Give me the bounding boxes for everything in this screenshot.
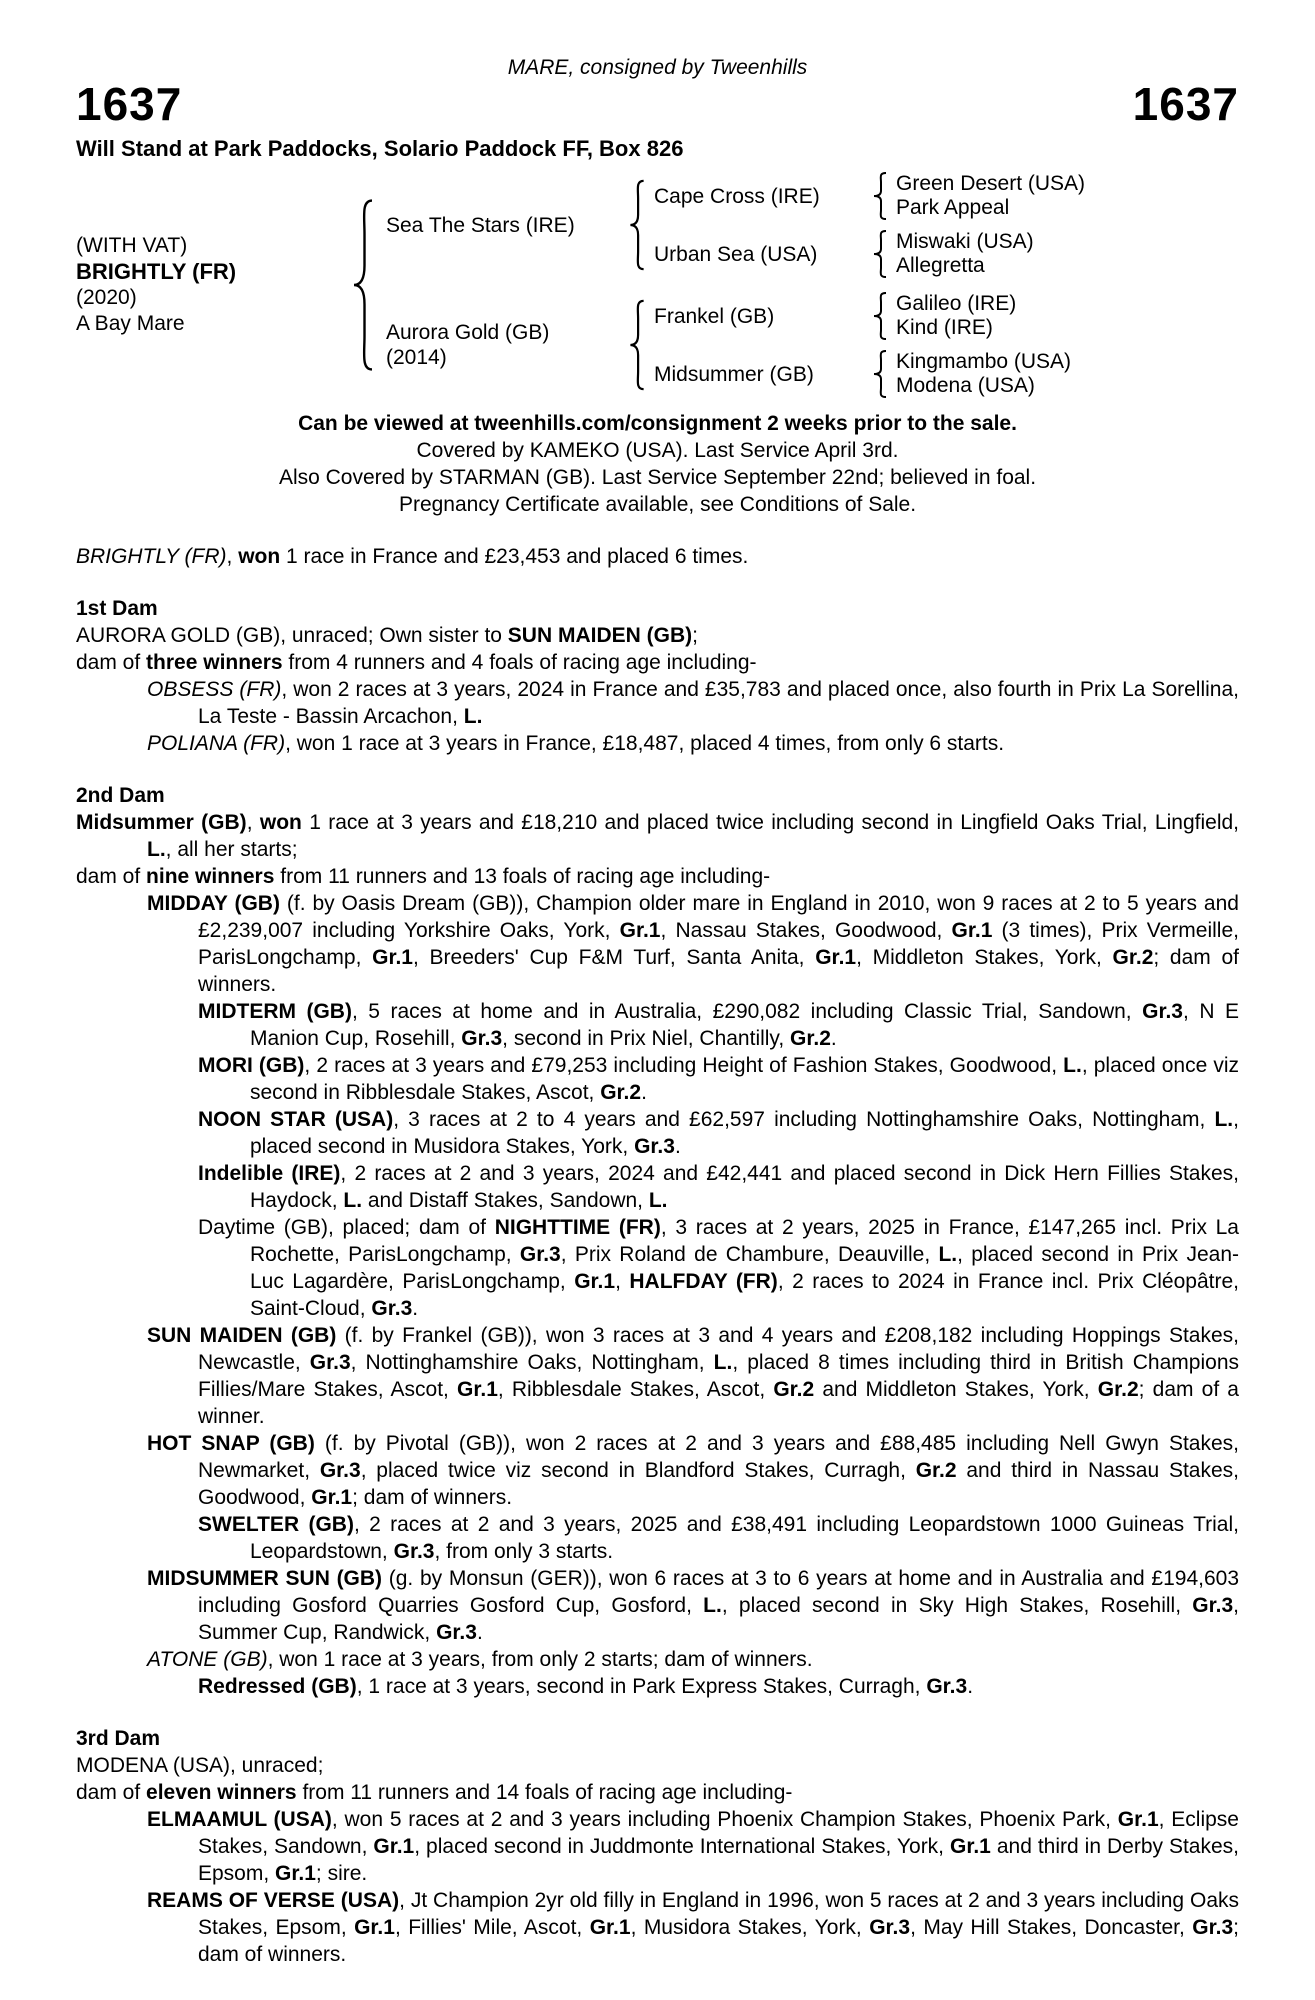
catalogue-paragraph: REAMS OF VERSE (USA), Jt Champion 2yr old filly in England in 1996, won 5 races at 2 and 3 years including Oaks Stakes, Epsom, Gr.1, Fillies' Mile, Ascot, Gr.1, Musidora Stakes, York, Gr.3, May Hill Stakes, Doncaster, Gr.3; dam of winners.: [147, 1889, 1239, 1966]
dam-section-heading: 1st Dam: [76, 597, 158, 620]
catalogue-paragraph: Midsummer (GB), won 1 race at 3 years and £18,210 and placed twice including second in Lingfield Oaks Trial, Lingfield, L., all her starts;: [76, 811, 1239, 861]
pedigree-generations: [386, 172, 1239, 398]
mare-description: A Bay Mare: [76, 312, 185, 335]
pedigree-horse-name: Urban Sea (USA): [654, 242, 818, 266]
pedigree-horse-name: Modena (USA): [896, 374, 1035, 397]
brace-icon: [870, 350, 890, 398]
generation1-brace-icon: [348, 197, 378, 373]
pedigree-horse-name: Miswaki (USA): [896, 230, 1034, 253]
catalogue-paragraph: MIDDAY (GB) (f. by Oasis Dream (GB)), Champion older mare in England in 2010, won 9 races at 2 to 5 years and £2,239,007 including Yorkshire Oaks, York, Gr.1, Nassau Stakes, Goodwood, Gr.1 (3 times), Prix Vermeille, ParisLongchamp, Gr.1, Breeders' Cup F&M Turf, Santa Anita, Gr.1, Middleton Stakes, York, Gr.2; dam of winners.: [147, 892, 1239, 996]
catalogue-paragraph: dam of three winners from 4 runners and 4 foals of racing age including-: [76, 651, 757, 674]
pedigree-horse-name: Midsummer (GB): [654, 362, 814, 386]
brace-icon: [626, 179, 648, 271]
sire-group: [386, 172, 1239, 278]
lot-number-row: [76, 80, 1239, 128]
catalogue-paragraph: Daytime (GB), placed; dam of NIGHTTIME (FR), 3 races at 2 years, 2025 in France, £147,265 incl. Prix La Rochette, ParisLongchamp, Gr.3, Prix Roland de Chambure, Deauville, L., placed second in Prix Jean-Luc Lagardère, ParisLongchamp, Gr.1, HALFDAY (FR), 2 races to 2024 in France incl. Prix Cléopâtre, Saint-Cloud, Gr.3.: [198, 1216, 1239, 1320]
catalogue-paragraph: POLIANA (FR), won 1 race at 3 years in France, £18,487, placed 4 times, from only 6 starts.: [147, 732, 1005, 755]
pregnancy-notice: Pregnancy Certificate available, see Conditions of Sale.: [398, 493, 917, 516]
catalogue-paragraph: AURORA GOLD (GB), unraced; Own sister to SUN MAIDEN (GB);: [76, 624, 698, 647]
catalogue-paragraph: MIDSUMMER SUN (GB) (g. by Monsun (GER)), won 6 races at 3 to 6 years at home and in Australia and £194,603 including Gosford Quarries Gosford Cup, Gosford, L., placed second in Sky High Stakes, Rosehill, Gr.3, Summer Cup, Randwick, Gr.3.: [147, 1567, 1240, 1644]
sale-notices: [76, 410, 1239, 518]
catalogue-paragraph: HOT SNAP (GB) (f. by Pivotal (GB)), won 2 races at 2 and 3 years and £88,485 including Nell Gwyn Stakes, Newmarket, Gr.3, placed twice viz second in Blandford Stakes, Curragh, Gr.2 and third in Nassau Stakes, Goodwood, Gr.1; dam of winners.: [147, 1432, 1239, 1509]
catalogue-paragraph: NOON STAR (USA), 3 races at 2 to 4 years and £62,597 including Nottinghamshire Oaks, Nottingham, L., placed second in Musidora Stakes, York, Gr.3.: [198, 1108, 1239, 1158]
covering-notice: Covered by KAMEKO (USA). Last Service April 3rd.: [416, 439, 899, 462]
dam-section-heading: 3rd Dam: [76, 1727, 161, 1750]
catalogue-paragraph: Redressed (GB), 1 race at 3 years, second in Park Express Stakes, Curragh, Gr.3.: [198, 1675, 974, 1698]
catalogue-paragraph: dam of eleven winners from 11 runners and 14 foals of racing age including-: [76, 1781, 793, 1804]
lot-number-left: 1637: [76, 78, 183, 130]
brace-icon: [870, 172, 890, 220]
catalogue-paragraph: BRIGHTLY (FR), won 1 race in France and £23,453 and placed 6 times.: [76, 545, 749, 568]
pedigree-horse-name: Galileo (IRE): [896, 292, 1017, 315]
lot-number-right: 1637: [1132, 78, 1239, 130]
catalogue-sections: [76, 543, 1239, 1968]
brace-icon: [870, 292, 890, 340]
pedigree-horse-name: Aurora Gold (GB) (2014): [386, 321, 550, 369]
catalogue-section: [76, 782, 1239, 1700]
catalogue-paragraph: MIDTERM (GB), 5 races at home and in Australia, £290,082 including Classic Trial, Sandown, Gr.3, N E Manion Cup, Rosehill, Gr.3, second in Prix Niel, Chantilly, Gr.2.: [198, 1000, 1239, 1050]
catalogue-paragraph: MORI (GB), 2 races at 3 years and £79,253 including Height of Fashion Stakes, Goodwood, L., placed once viz second in Ribblesdale Stakes, Ascot, Gr.2.: [198, 1054, 1239, 1104]
catalogue-paragraph: dam of nine winners from 11 runners and 13 foals of racing age including-: [76, 865, 771, 888]
pedigree-horse-name: Green Desert (USA): [896, 172, 1086, 195]
pedigree-horse-name: Kingmambo (USA): [896, 350, 1072, 373]
catalogue-section: [76, 543, 1239, 570]
covering-notice: Also Covered by STARMAN (GB). Last Service September 22nd; believed in foal.: [278, 466, 1037, 489]
catalogue-paragraph: Indelible (IRE), 2 races at 2 and 3 years, 2024 and £42,441 and placed second in Dick Hern Fillies Stakes, Haydock, L. and Distaff Stakes, Sandown, L.: [198, 1162, 1239, 1212]
catalogue-paragraph: MODENA (USA), unraced;: [76, 1754, 324, 1777]
catalogue-paragraph: SUN MAIDEN (GB) (f. by Frankel (GB)), won 3 races at 3 and 4 years and £208,182 including Hoppings Stakes, Newcastle, Gr.3, Nottinghamshire Oaks, Nottingham, L., placed 8 times including third in British Champions Fillies/Mare Stakes, Ascot, Gr.1, Ribblesdale Stakes, Ascot, Gr.2 and Middleton Stakes, York, Gr.2; dam of a winner.: [147, 1324, 1239, 1428]
pedigree-table: [76, 172, 1239, 398]
pedigree-horse-name: Cape Cross (IRE): [654, 184, 820, 208]
vat-note: (WITH VAT): [76, 234, 188, 257]
catalogue-paragraph: ATONE (GB), won 1 race at 3 years, from only 2 starts; dam of winners.: [147, 1648, 813, 1671]
pedigree-horse-name: Frankel (GB): [654, 304, 775, 328]
pedigree-horse-name: Kind (IRE): [896, 316, 993, 339]
brace-icon: [870, 230, 890, 278]
pedigree-horse-name: Park Appeal: [896, 196, 1010, 219]
dam-group: [386, 292, 1239, 398]
mare-details: [76, 233, 348, 337]
catalogue-paragraph: ELMAAMUL (USA), won 5 races at 2 and 3 years including Phoenix Champion Stakes, Phoenix Park, Gr.1, Eclipse Stakes, Sandown, Gr.1, placed second in Juddmonte International Stakes, York, Gr.1 and third in Derby Stakes, Epsom, Gr.1; sire.: [147, 1808, 1239, 1885]
pedigree-horse-name: Sea The Stars (IRE): [386, 213, 575, 237]
catalogue-paragraph: SWELTER (GB), 2 races at 2 and 3 years, 2025 and £38,491 including Leopardstown 1000 Guineas Trial, Leopardstown, Gr.3, from only 3 starts.: [198, 1513, 1239, 1563]
consignor-line: MARE, consigned by Tweenhills: [507, 56, 808, 79]
catalogue-paragraph: OBSESS (FR), won 2 races at 3 years, 2024 in France and £35,783 and placed once, also fourth in Prix La Sorellina, La Teste - Bassin Arcachon, L.: [147, 678, 1240, 728]
brace-icon: [626, 299, 648, 391]
catalogue-section: [76, 1725, 1239, 1968]
viewing-notice: Can be viewed at tweenhills.com/consignment 2 weeks prior to the sale.: [298, 412, 1017, 435]
stand-location-line: Will Stand at Park Paddocks, Solario Paddock FF, Box 826: [76, 136, 684, 161]
dam-section-heading: 2nd Dam: [76, 784, 165, 807]
pedigree-horse-name: Allegretta: [896, 254, 985, 277]
catalogue-section: [76, 595, 1239, 757]
mare-year: (2020): [76, 286, 137, 309]
mare-name: BRIGHTLY (FR): [76, 259, 237, 284]
